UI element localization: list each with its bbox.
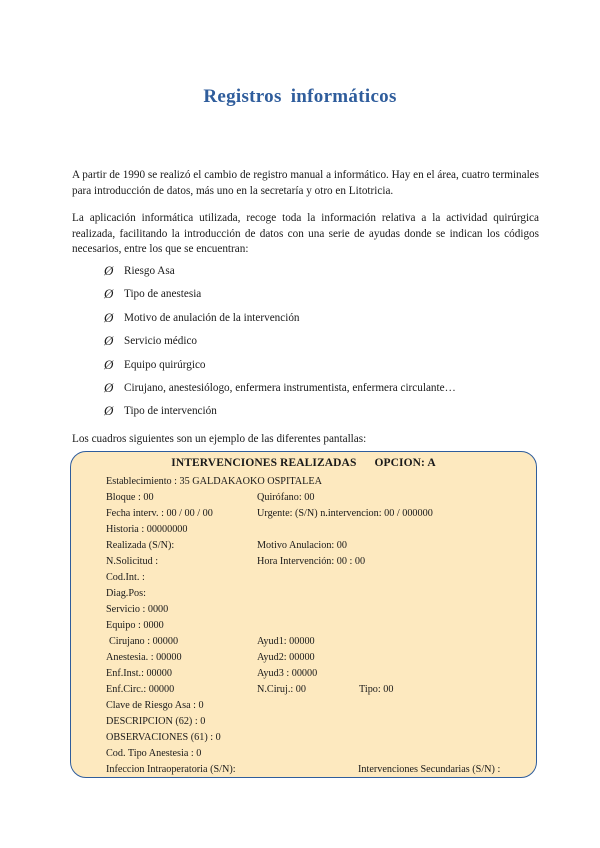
field-diag-pos: Diag.Pos: xyxy=(106,588,146,599)
screen-example-panel xyxy=(70,451,537,778)
field-enf-inst: Enf.Inst.: 00000 xyxy=(106,668,172,679)
field-observaciones: OBSERVACIONES (61) : 0 xyxy=(106,732,221,743)
bullet-icon: Ø xyxy=(104,356,114,372)
bullet-icon: Ø xyxy=(104,403,114,419)
field-historia: Historia : 00000000 xyxy=(106,524,188,535)
list-item-label: Servicio médico xyxy=(124,335,198,348)
list-item-label: Cirujano, anestesiólogo, enfermera instrumentista, enfermera circulante… xyxy=(124,381,456,394)
field-n-ciruj: N.Ciruj.: 00 xyxy=(257,684,306,695)
field-servicio: Servicio : 0000 xyxy=(106,604,169,615)
field-hora: Hora Intervención: 00 : 00 xyxy=(257,556,366,567)
field-quirofano: Quirófano: 00 xyxy=(257,492,315,503)
field-enf-circ: Enf.Circ.: 00000 xyxy=(106,684,175,695)
field-cod-tipo-anestesia: Cod. Tipo Anestesia : 0 xyxy=(106,748,202,759)
field-bloque: Bloque : 00 xyxy=(106,492,154,503)
field-fecha: Fecha interv. : 00 / 00 / 00 xyxy=(106,508,213,519)
screen-title: INTERVENCIONES REALIZADAS xyxy=(171,457,357,469)
field-ayud3: Ayud3 : 00000 xyxy=(257,668,318,679)
list-item xyxy=(104,334,456,357)
field-ayud1: Ayud1: 00000 xyxy=(257,636,315,647)
field-motivo-anulacion: Motivo Anulacion: 00 xyxy=(257,540,347,551)
bullet-icon: Ø xyxy=(104,263,114,278)
bullet-icon: Ø xyxy=(104,379,114,395)
field-ayud2: Ayud2: 00000 xyxy=(257,652,315,663)
list-item xyxy=(104,264,456,287)
field-urgente: Urgente: (S/N) n.intervencion: 00 / 000000 xyxy=(257,508,433,519)
field-descripcion: DESCRIPCION (62) : 0 xyxy=(106,716,206,727)
intro-paragraph: A partir de 1990 se realizó el cambio de registro manual a informático. Hay en el área, cuatro terminales para introducción de datos, más uno en la secretaría y otro en Litotricia. xyxy=(72,169,539,197)
field-intervenciones-secundarias: Intervenciones Secundarias (S/N) : xyxy=(358,764,501,775)
field-infeccion: Infeccion Intraoperatoria (S/N): xyxy=(106,764,236,775)
list-item-label: Motivo de anulación de la intervención xyxy=(124,311,300,324)
field-realizada: Realizada (S/N): xyxy=(106,540,175,551)
list-item xyxy=(104,287,456,310)
bullet-icon: Ø xyxy=(104,309,114,325)
bullet-icon: Ø xyxy=(104,286,114,302)
list-item-label: Tipo de anestesia xyxy=(124,288,202,301)
list-item xyxy=(104,404,456,427)
list-item-label: Riesgo Asa xyxy=(124,265,175,277)
field-cod-int: Cod.Int. : xyxy=(106,572,145,583)
list-item xyxy=(104,358,456,381)
application-paragraph: La aplicación informática utilizada, recoge toda la información relativa a la actividad quirúrgica realizada, facilitando la introducción de datos con una serie de ayudas donde se indican los códigos necesarios, entre los que se encuentran: xyxy=(72,212,539,256)
field-solicitud: N.Solicitud : xyxy=(106,556,159,567)
field-riesgo-asa: Clave de Riesgo Asa : 0 xyxy=(106,700,204,711)
field-anestesia: Anestesia. : 00000 xyxy=(106,652,182,663)
list-item xyxy=(104,311,456,334)
page-title: Registros informáticos xyxy=(203,86,397,107)
field-cirujano: Cirujano : 00000 xyxy=(109,636,179,647)
screen-option: OPCION: A xyxy=(374,457,436,469)
field-establecimiento: Establecimiento : 35 GALDAKAOKO OSPITALEA xyxy=(106,476,322,487)
field-tipo: Tipo: 00 xyxy=(359,684,394,695)
field-equipo: Equipo : 0000 xyxy=(106,620,164,631)
screen-header xyxy=(71,457,536,469)
screens-intro-paragraph: Los cuadros siguientes son un ejemplo de las diferentes pantallas: xyxy=(72,433,367,445)
list-item xyxy=(104,381,456,404)
codes-list xyxy=(104,264,456,428)
list-item-label: Equipo quirúrgico xyxy=(124,358,206,371)
list-item-label: Tipo de intervención xyxy=(124,405,217,418)
bullet-icon: Ø xyxy=(104,333,114,349)
